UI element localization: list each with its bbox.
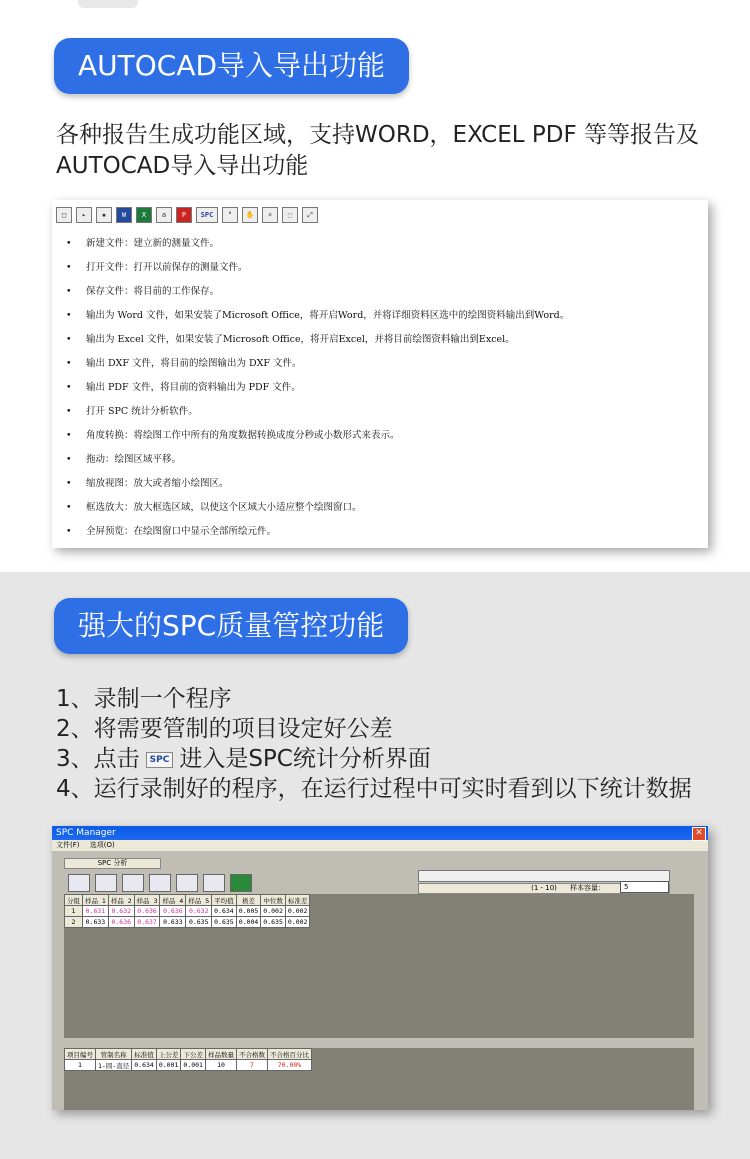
list-item: • 框选放大：放大框选区域，以使这个区域大小适应整个绘图窗口。 xyxy=(66,496,569,520)
table-header: 样品 5 xyxy=(186,895,212,906)
table-cell: 0.634 xyxy=(212,906,237,917)
table-header: 样品 3 xyxy=(134,895,160,906)
line-chart-icon[interactable] xyxy=(95,874,117,892)
menu-options[interactable]: 选项(O) xyxy=(89,841,115,849)
step-3-prefix: 3、点击 xyxy=(56,746,140,772)
excel-icon[interactable]: X xyxy=(136,207,152,223)
table-row xyxy=(65,917,310,928)
table-cell: 0.002 xyxy=(261,906,286,917)
zoom-box-icon[interactable]: ⬚ xyxy=(282,207,298,223)
step-1: 1、录制一个程序 xyxy=(56,686,232,712)
sample-table xyxy=(64,894,310,928)
top-tab xyxy=(78,0,138,8)
table-cell: 1-圆-直径 xyxy=(96,1060,132,1071)
zoom-icon[interactable]: ⌕ xyxy=(262,207,278,223)
table-cell: 0.637 xyxy=(134,917,160,928)
fullscreen-icon[interactable]: ⤢ xyxy=(302,207,318,223)
table-cell: 0.005 xyxy=(236,906,261,917)
summary-grid xyxy=(64,1048,694,1110)
lot-size-select[interactable]: 5 xyxy=(620,881,669,893)
lot-size-label: 样本容量： xyxy=(570,884,605,892)
step-3-suffix: 进入是SPC统计分析界面 xyxy=(179,746,431,772)
table-cell: 0.001 xyxy=(181,1060,206,1071)
autocad-icon[interactable]: a xyxy=(156,207,172,223)
list-item: • 打开文件：打开以前保存的测量文件。 xyxy=(66,256,569,280)
table-header: 管制名称 xyxy=(96,1049,132,1060)
list-item: • 输出 PDF 文件，将目前的资料输出为 PDF 文件。 xyxy=(66,376,569,400)
word-icon[interactable]: W xyxy=(116,207,132,223)
table-cell: 0.633 xyxy=(83,917,109,928)
table-cell: 0.635 xyxy=(261,917,286,928)
table-cell: 0.001 xyxy=(156,1060,181,1071)
table-header: 平均值 xyxy=(212,895,237,906)
table-cell: 7 xyxy=(236,1060,267,1071)
step-2: 2、将需要管制的项目设定好公差 xyxy=(56,716,393,742)
table-header: 样品 2 xyxy=(108,895,134,906)
toolbar-help-list xyxy=(66,232,569,544)
table-header: 下公差 xyxy=(181,1049,206,1060)
table-header: 样品 4 xyxy=(160,895,186,906)
table-cell: 0.632 xyxy=(186,906,212,917)
top-strip xyxy=(0,0,750,12)
table-cell: 2 xyxy=(65,917,83,928)
window-titlebar xyxy=(52,826,708,840)
table-cell: 0.635 xyxy=(186,917,212,928)
excel-export-icon[interactable] xyxy=(230,874,252,892)
r-chart-icon[interactable] xyxy=(149,874,171,892)
pdf-icon[interactable]: P xyxy=(176,207,192,223)
table-header: 上公差 xyxy=(156,1049,181,1060)
table-cell: 0.636 xyxy=(160,906,186,917)
list-item: • 角度转换：将绘图工作中所有的角度数据转换成度分秒或小数形式来表示。 xyxy=(66,424,569,448)
section-heading-autocad: AUTOCAD导入导出功能 xyxy=(54,38,409,94)
table-cell: 0.636 xyxy=(108,917,134,928)
table-chart-icon[interactable] xyxy=(68,874,90,892)
table-header: 不合格数 xyxy=(236,1049,267,1060)
spc-steps xyxy=(56,684,692,804)
summary-table xyxy=(64,1048,312,1071)
table-cell: 0.632 xyxy=(108,906,134,917)
table-cell: 0.633 xyxy=(160,917,186,928)
menu-file[interactable]: 文件(F) xyxy=(56,841,80,849)
open-file-icon[interactable]: ▸ xyxy=(76,207,92,223)
sample-grid xyxy=(64,894,694,1038)
table-header: 不合格百分比 xyxy=(267,1049,311,1060)
xbar-chart-icon[interactable] xyxy=(122,874,144,892)
toolbar xyxy=(52,204,318,226)
table-cell: 0.631 xyxy=(83,906,109,917)
step-3 xyxy=(56,744,692,774)
table-cell: 1 xyxy=(65,1060,96,1071)
save-icon[interactable]: ▪ xyxy=(96,207,112,223)
table-header: 极差 xyxy=(236,895,261,906)
list-item: • 输出为 Excel 文件，如果安装了Microsoft Office，将开启Excel，并将目前绘图资料输出到Excel。 xyxy=(66,328,569,352)
close-icon[interactable]: ✕ xyxy=(692,827,706,841)
table-row xyxy=(65,1060,312,1071)
window-title: SPC Manager xyxy=(56,828,116,838)
table-header: 标准差 xyxy=(285,895,310,906)
table-header: 中位数 xyxy=(261,895,286,906)
list-item: • 缩放视图：放大或者缩小绘图区。 xyxy=(66,472,569,496)
range-label: (1 - 10) xyxy=(418,883,670,894)
pan-icon[interactable]: ✋ xyxy=(242,207,258,223)
section-description: 各种报告生成功能区域，支持WORD，EXCEL PDF 等等报告及AUTOCAD导入导出功能 xyxy=(56,122,699,179)
spc-manager-window xyxy=(52,826,708,1110)
list-item: • 新建文件：建立新的测量文件。 xyxy=(66,232,569,256)
table-cell: 70.00% xyxy=(267,1060,311,1071)
menubar xyxy=(52,840,708,851)
toolbar-help-screenshot xyxy=(52,200,708,548)
table-row xyxy=(65,906,310,917)
list-item: • 拖动：绘图区域平移。 xyxy=(66,448,569,472)
list-item: • 输出 DXF 文件，将目前的绘图输出为 DXF 文件。 xyxy=(66,352,569,376)
table-header: 样品数量 xyxy=(205,1049,236,1060)
spc-icon: SPC xyxy=(146,752,174,768)
table-header: 标准值 xyxy=(132,1049,157,1060)
table-cell: 0.002 xyxy=(285,906,310,917)
step-4: 4、运行录制好的程序，在运行过程中可实时看到以下统计数据 xyxy=(56,776,692,802)
tab-spc-analysis[interactable]: SPC 分析 xyxy=(64,858,161,869)
cpk-chart-icon[interactable] xyxy=(203,874,225,892)
list-item: • 输出为 Word 文件，如果安装了Microsoft Office，将开启Word，并将详细资料区选中的绘图资料输出到Word。 xyxy=(66,304,569,328)
table-cell: 0.004 xyxy=(236,917,261,928)
histogram-icon[interactable] xyxy=(176,874,198,892)
table-cell: 10 xyxy=(205,1060,236,1071)
table-header: 项目编号 xyxy=(65,1049,96,1060)
spc-icon[interactable]: SPC xyxy=(196,207,218,223)
list-item: • 打开 SPC 统计分析软件。 xyxy=(66,400,569,424)
chart-buttons xyxy=(68,874,252,892)
list-item: • 保存文件：将目前的工作保存。 xyxy=(66,280,569,304)
list-item: • 全屏预览：在绘图窗口中显示全部所绘元件。 xyxy=(66,520,569,544)
table-cell: 1 xyxy=(65,906,83,917)
new-file-icon[interactable]: □ xyxy=(56,207,72,223)
table-cell: 0.635 xyxy=(212,917,237,928)
table-header: 分组 xyxy=(65,895,83,906)
table-header: 样品 1 xyxy=(83,895,109,906)
table-cell: 0.634 xyxy=(132,1060,157,1071)
angle-icon[interactable]: ° xyxy=(222,207,238,223)
section-heading-spc: 强大的SPC质量管控功能 xyxy=(54,598,408,654)
table-cell: 0.636 xyxy=(134,906,160,917)
table-cell: 0.002 xyxy=(285,917,310,928)
